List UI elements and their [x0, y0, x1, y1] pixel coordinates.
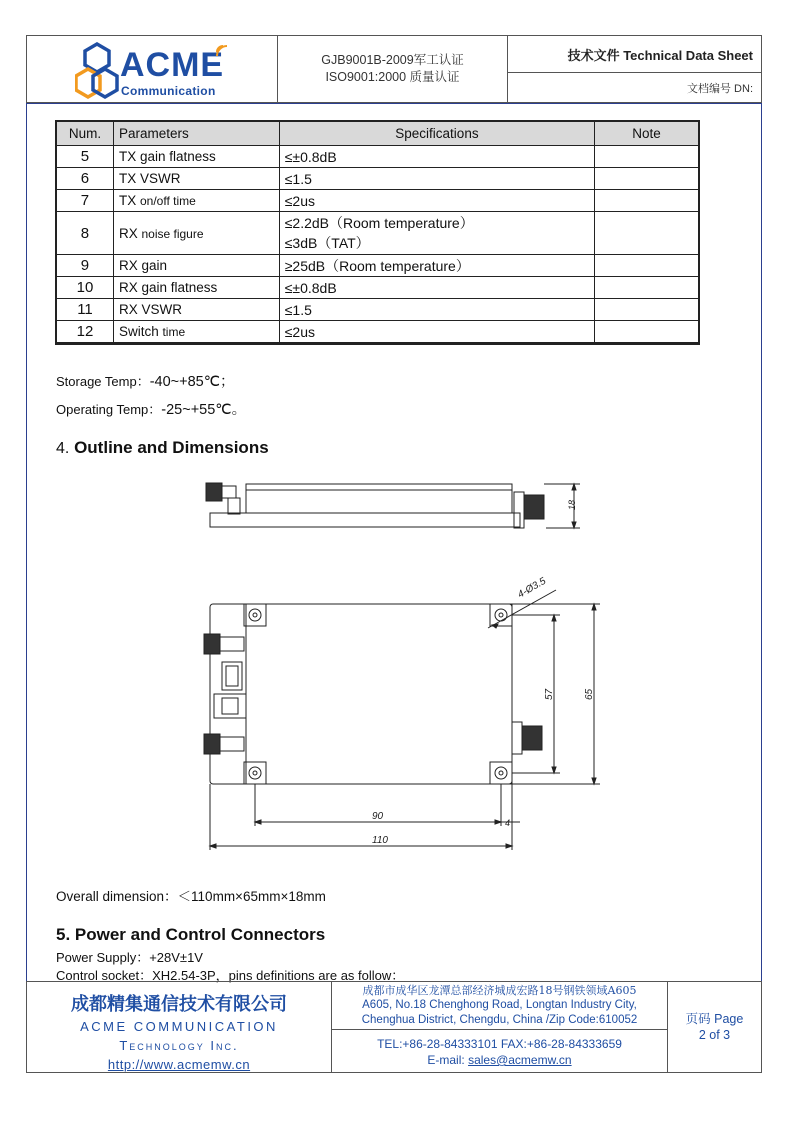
row-spec: ≤2us	[279, 190, 594, 212]
spec-line: ≤2.2dB（Room temperature）	[284, 215, 474, 231]
row-num: 7	[57, 190, 114, 212]
footer-company	[27, 982, 332, 1072]
param-sub: time	[162, 325, 186, 339]
row-spec: ≤1.5	[279, 299, 594, 321]
row-spec: ≤1.5	[279, 168, 594, 190]
logo-subtitle: Communication	[121, 84, 216, 98]
contact-block	[332, 1030, 667, 1072]
doc-number: 文档编号 DN:	[687, 82, 753, 95]
row-param: TX VSWR	[113, 168, 279, 190]
address-en-line1: A605, No.18 Chenghong Road, Longtan Industry City,	[362, 999, 637, 1011]
email-line	[332, 1052, 667, 1068]
col-note: Note	[595, 122, 699, 146]
section-5-heading: 5. Power and Control Connectors	[56, 925, 326, 944]
storage-temp-value: -40~+85℃；	[149, 374, 235, 390]
row-num: 8	[57, 212, 114, 255]
dim-height-label: 18	[567, 499, 577, 510]
dim-110-label: 110	[372, 835, 388, 846]
row-num: 12	[57, 321, 114, 343]
storage-temp-label: Storage Temp：	[56, 374, 150, 389]
col-specifications: Specifications	[279, 122, 594, 146]
param-main: Switch	[118, 324, 163, 339]
cert-gjb: GJB9001B-2009军工认证	[321, 53, 464, 67]
row-num: 5	[57, 146, 114, 168]
operating-temp-value: -25~+55℃。	[161, 402, 247, 418]
email-link[interactable]: sales@acmemw.cn	[468, 1053, 572, 1067]
section-title: Outline and Dimensions	[74, 438, 269, 457]
row-spec: ≤±0.8dB	[279, 277, 594, 299]
param-main: TX	[118, 193, 140, 208]
footer-contact	[332, 982, 668, 1072]
cert-iso: ISO9001:2000 质量认证	[325, 70, 460, 84]
email-label: E-mail:	[427, 1053, 469, 1067]
param-sub: on/off time	[139, 194, 196, 208]
address-block	[332, 982, 667, 1030]
param-sub: noise figure	[141, 226, 204, 241]
spec-line: ≤3dB（TAT）	[284, 235, 370, 251]
document-footer	[26, 981, 762, 1073]
control-socket: Control socket：XH2.54-3P，pins definitions are as follow：	[56, 968, 405, 983]
company-name-cn: 成都精集通信技术有限公司	[71, 994, 287, 1015]
power-supply: Power Supply：+28V±1V	[56, 950, 203, 965]
row-param: RX VSWR	[113, 299, 279, 321]
overall-dimension: Overall dimension：＜110mm×65mm×18mm	[56, 889, 326, 904]
dim-90-label: 90	[372, 811, 384, 822]
row-num: 11	[57, 299, 114, 321]
row-num: 10	[57, 277, 114, 299]
page-value: 2 of 3	[698, 1028, 731, 1042]
row-spec: ≤±0.8dB	[279, 146, 594, 168]
col-num: Num.	[57, 122, 114, 146]
row-num: 9	[57, 255, 114, 277]
page-label: 页码 Page	[685, 1012, 744, 1026]
dim-57-label: 57	[544, 688, 555, 700]
param-main: RX	[118, 225, 142, 241]
top-view	[204, 590, 600, 850]
dim-4-label: 4	[505, 818, 511, 828]
dim-65-label: 65	[584, 688, 595, 700]
col-parameters: Parameters	[113, 122, 279, 146]
tel-fax: TEL:+86-28-84333101 FAX:+86-28-84333659	[377, 1037, 622, 1051]
company-name-en-2: Technology Inc.	[119, 1038, 239, 1053]
logo-wordmark: ACME	[120, 46, 225, 84]
side-view	[206, 483, 580, 528]
row-spec: ≤2us	[279, 321, 594, 343]
address-en-line2: Chenghua District, Chengdu, China /Zip Code:610052	[361, 1014, 638, 1026]
footer-page	[668, 982, 761, 1072]
company-url-link[interactable]: http://www.acmemw.cn	[107, 1057, 251, 1072]
address-cn: 成都市成华区龙潭总部经济城成宏路18号钢铁领域A605	[362, 984, 637, 997]
row-param: RX gain flatness	[113, 277, 279, 299]
doc-title: 技术文件 Technical Data Sheet	[508, 36, 761, 73]
operating-temp-label: Operating Temp：	[56, 402, 162, 417]
row-num: 6	[57, 168, 114, 190]
row-param: RX gain	[113, 255, 279, 277]
row-spec: ≥25dB（Room temperature）	[279, 255, 594, 277]
dim-holes-label: 4-Ø3.5	[516, 575, 548, 601]
company-name-en: ACME COMMUNICATION	[80, 1019, 278, 1034]
row-param: TX gain flatness	[113, 146, 279, 168]
section-number: 4.	[56, 440, 70, 457]
